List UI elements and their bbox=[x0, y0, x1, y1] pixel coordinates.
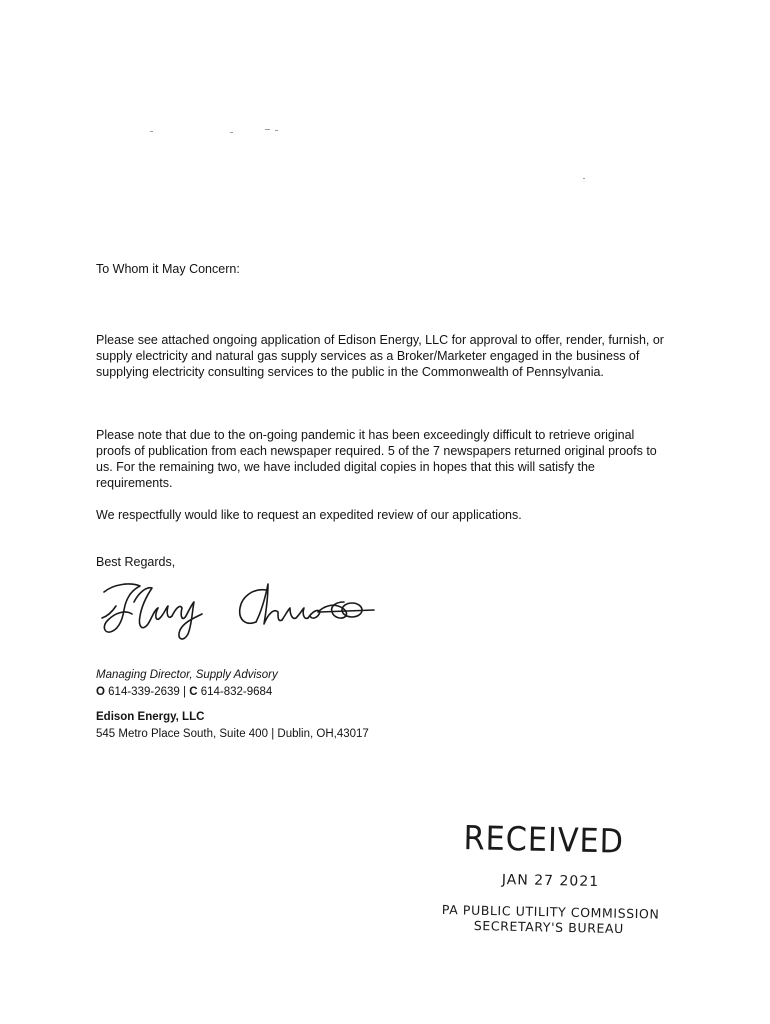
handwritten-signature bbox=[96, 572, 386, 644]
stamp-received-text: RECEIVED bbox=[463, 818, 625, 861]
phone-line bbox=[96, 684, 369, 701]
paragraph-request: We respectfully would like to request an expedited review of our applications. bbox=[96, 508, 522, 522]
company-address bbox=[96, 726, 369, 743]
stamp-date: JAN 27 2021 bbox=[501, 872, 600, 891]
office-phone: 614-339-2639 bbox=[108, 686, 180, 698]
address-separator: | bbox=[271, 728, 275, 740]
office-phone-label: O bbox=[96, 686, 105, 698]
salutation: To Whom it May Concern: bbox=[96, 262, 240, 276]
paragraph-pandemic-note: Please note that due to the on-going pandemic it has been exceedingly difficult to retrieve original proofs of publication from each newspaper required. 5 of the 7 newspapers returned original proofs to us. For the remaining two, we have included digital copies in hopes that this will satisfy the requirements. bbox=[96, 428, 657, 490]
cell-phone: 614-832-9684 bbox=[200, 686, 273, 698]
company-name: Edison Energy, LLC bbox=[96, 711, 205, 723]
signature-block bbox=[96, 667, 369, 743]
signer-title: Managing Director, Supply Advisory bbox=[96, 669, 278, 681]
address-city: Dublin, OH,43017 bbox=[277, 728, 369, 740]
stamp-commission: PA PUBLIC UTILITY COMMISSION bbox=[441, 902, 660, 922]
address-street: 545 Metro Place South, Suite 400 bbox=[96, 728, 268, 740]
cell-phone-label: C bbox=[189, 686, 198, 698]
stamp-bureau: SECRETARY'S BUREAU bbox=[473, 918, 625, 937]
received-stamp bbox=[430, 818, 670, 948]
closing: Best Regards, bbox=[96, 555, 176, 569]
phone-separator: | bbox=[182, 686, 186, 698]
paragraph-application: Please see attached ongoing application of Edison Energy, LLC for approval to offer, render, furnish, or supply electricity and natural gas supply services as a Broker/Marketer engaged in the business of supplying electricity consulting services to the public in the Commonwealth of Pennsylvania. bbox=[96, 333, 664, 379]
